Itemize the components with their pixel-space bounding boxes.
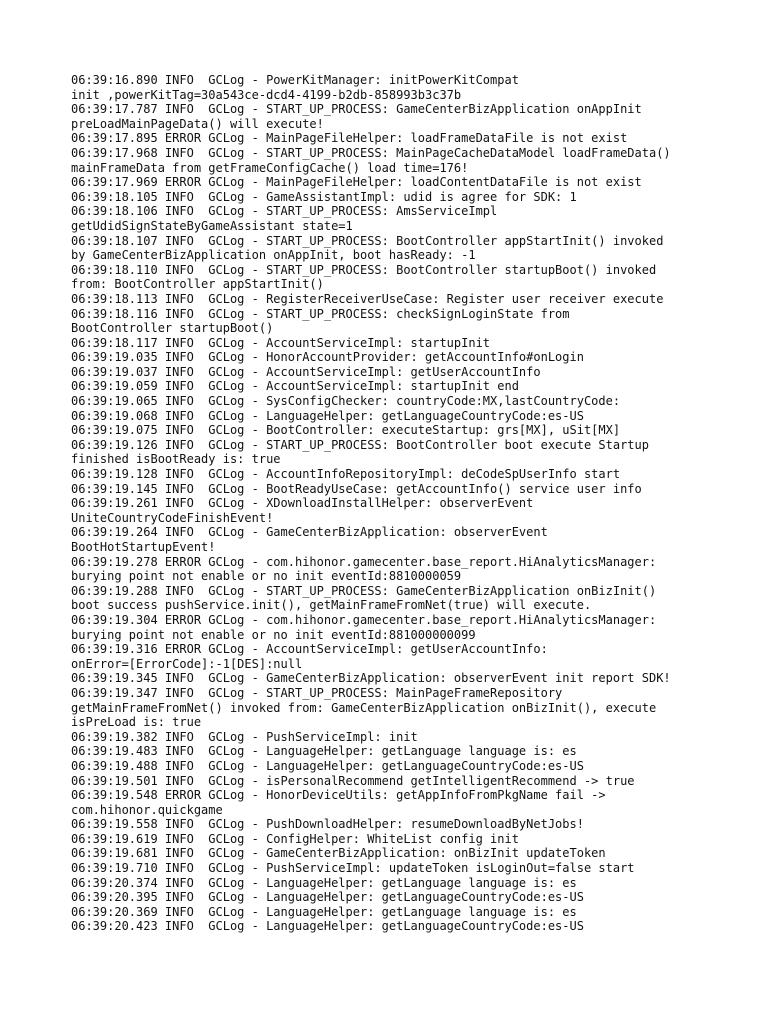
log-line: 06:39:19.145 INFO GCLog - BootReadyUseCase: getAccountInfo() service user info (71, 481, 642, 496)
log-line: com.hihonor.quickgame (71, 802, 223, 817)
log-line: 06:39:19.501 INFO GCLog - isPersonalRecommend getIntelligentRecommend -> true (71, 773, 635, 788)
log-line: UniteCountryCodeFinishEvent! (71, 510, 274, 525)
log-line: 06:39:19.483 INFO GCLog - LanguageHelper: getLanguage language is: es (71, 744, 577, 759)
log-line: 06:39:19.710 INFO GCLog - PushServiceImpl: updateToken isLoginOut=false start (71, 861, 635, 876)
log-line: 06:39:19.382 INFO GCLog - PushServiceImpl: init (71, 729, 418, 744)
log-line: getUdidSignStateByGameAssistant state=1 (71, 218, 353, 233)
log-line: finished isBootReady is: true (71, 452, 281, 467)
log-line: 06:39:19.075 INFO GCLog - BootController: executeStartup: grs[MX], uSit[MX] (71, 423, 621, 438)
log-line: 06:39:20.423 INFO GCLog - LanguageHelper: getLanguageCountryCode:es-US (71, 919, 584, 934)
log-line: 06:39:18.117 INFO GCLog - AccountServiceImpl: startupInit (71, 335, 491, 350)
log-line: 06:39:18.116 INFO GCLog - START_UP_PROCESS: checkSignLoginState from (71, 306, 570, 321)
log-line: 06:39:19.681 INFO GCLog - GameCenterBizApplication: onBizInit updateToken (71, 846, 606, 861)
log-line: 06:39:18.105 INFO GCLog - GameAssistantImpl: udid is agree for SDK: 1 (71, 189, 577, 204)
log-line: 06:39:19.488 INFO GCLog - LanguageHelper: getLanguageCountryCode:es-US (71, 758, 584, 773)
log-line: 06:39:17.968 INFO GCLog - START_UP_PROCESS: MainPageCacheDataModel loadFrameData() (71, 145, 671, 160)
log-line: 06:39:19.619 INFO GCLog - ConfigHelper: WhiteList config init (71, 831, 519, 846)
log-line: isPreLoad is: true (71, 715, 202, 730)
log-line: burying point not enable or no init eventId:881000000099 (71, 627, 476, 642)
log-line: 06:39:20.369 INFO GCLog - LanguageHelper: getLanguage language is: es (71, 904, 577, 919)
log-line: 06:39:20.395 INFO GCLog - LanguageHelper: getLanguageCountryCode:es-US (71, 890, 584, 905)
log-line: 06:39:18.107 INFO GCLog - START_UP_PROCESS: BootController appStartInit() invoked (71, 233, 664, 248)
log-line: from: BootController appStartInit() (71, 277, 324, 292)
log-line: burying point not enable or no init eventId:8810000059 (71, 569, 462, 584)
log-line: by GameCenterBizApplication onAppInit, boot hasReady: -1 (71, 248, 476, 263)
log-line: 06:39:19.548 ERROR GCLog - HonorDeviceUtils: getAppInfoFromPkgName fail -> (71, 788, 606, 803)
log-line: 06:39:19.261 INFO GCLog - XDownloadInstallHelper: observerEvent (71, 496, 534, 511)
log-line: BootHotStartupEvent! (71, 540, 216, 554)
log-line: 06:39:19.068 INFO GCLog - LanguageHelper: getLanguageCountryCode:es-US (71, 408, 584, 423)
log-line: 06:39:19.065 INFO GCLog - SysConfigChecker: countryCode:MX,lastCountryCode: (71, 394, 621, 409)
log-line: onError=[ErrorCode]:-1[DES]:null (71, 656, 303, 671)
log-line: 06:39:16.890 INFO GCLog - PowerKitManager: initPowerKitCompat (71, 73, 519, 87)
log-line: getMainFrameFromNet() invoked from: GameCenterBizApplication onBizInit(), execute (71, 700, 657, 715)
log-line: 06:39:17.787 INFO GCLog - START_UP_PROCESS: GameCenterBizApplication onAppInit (71, 102, 642, 117)
log-line: mainFrameData from getFrameConfigCache() load time=176! (71, 160, 469, 175)
log-line: BootController startupBoot() (71, 321, 274, 336)
log-line: init ,powerKitTag=30a543ce-dcd4-4199-b2db-858993b3c37b (71, 87, 462, 102)
log-line: 06:39:19.035 INFO GCLog - HonorAccountProvider: getAccountInfo#onLogin (71, 350, 584, 365)
log-line: 06:39:19.316 ERROR GCLog - AccountServiceImpl: getUserAccountInfo: (71, 642, 548, 657)
log-line: 06:39:19.264 INFO GCLog - GameCenterBizApplication: observerEvent (71, 525, 548, 540)
log-line: 06:39:19.558 INFO GCLog - PushDownloadHelper: resumeDownloadByNetJobs! (71, 817, 584, 832)
log-line: boot success pushService.init(), getMainFrameFromNet(true) will execute. (71, 598, 592, 613)
log-line: 06:39:19.288 INFO GCLog - START_UP_PROCESS: GameCenterBizApplication onBizInit() (71, 583, 657, 598)
log-line: 06:39:19.059 INFO GCLog - AccountServiceImpl: startupInit end (71, 379, 519, 394)
log-line: 06:39:18.106 INFO GCLog - START_UP_PROCESS: AmsServiceImpl (71, 204, 498, 219)
log-line: 06:39:19.037 INFO GCLog - AccountServiceImpl: getUserAccountInfo (71, 364, 541, 379)
log-line: 06:39:19.278 ERROR GCLog - com.hihonor.gamecenter.base_report.HiAnalyticsManager: (71, 554, 657, 569)
log-line: 06:39:17.969 ERROR GCLog - MainPageFileHelper: loadContentDataFile is not exist (71, 175, 642, 190)
log-line: 06:39:18.110 INFO GCLog - START_UP_PROCESS: BootController startupBoot() invoked (71, 262, 657, 277)
log-line: 06:39:18.113 INFO GCLog - RegisterReceiverUseCase: Register user receiver execute (71, 291, 664, 306)
log-lines (71, 73, 711, 934)
log-line: 06:39:19.304 ERROR GCLog - com.hihonor.gamecenter.base_report.HiAnalyticsManager: (71, 612, 657, 627)
log-document (71, 73, 711, 934)
log-line: 06:39:17.895 ERROR GCLog - MainPageFileHelper: loadFrameDataFile is not exist (71, 131, 628, 146)
log-line: 06:39:19.345 INFO GCLog - GameCenterBizApplication: observerEvent init report SDK! (71, 671, 671, 686)
log-line: 06:39:20.374 INFO GCLog - LanguageHelper: getLanguage language is: es (71, 875, 577, 890)
log-line: 06:39:19.126 INFO GCLog - START_UP_PROCESS: BootController boot execute Startup (71, 437, 649, 452)
log-line: 06:39:19.347 INFO GCLog - START_UP_PROCESS: MainPageFrameRepository (71, 685, 563, 700)
log-line: 06:39:19.128 INFO GCLog - AccountInfoRepositoryImpl: deCodeSpUserInfo start (71, 467, 621, 482)
log-line: preLoadMainPageData() will execute! (71, 116, 324, 131)
